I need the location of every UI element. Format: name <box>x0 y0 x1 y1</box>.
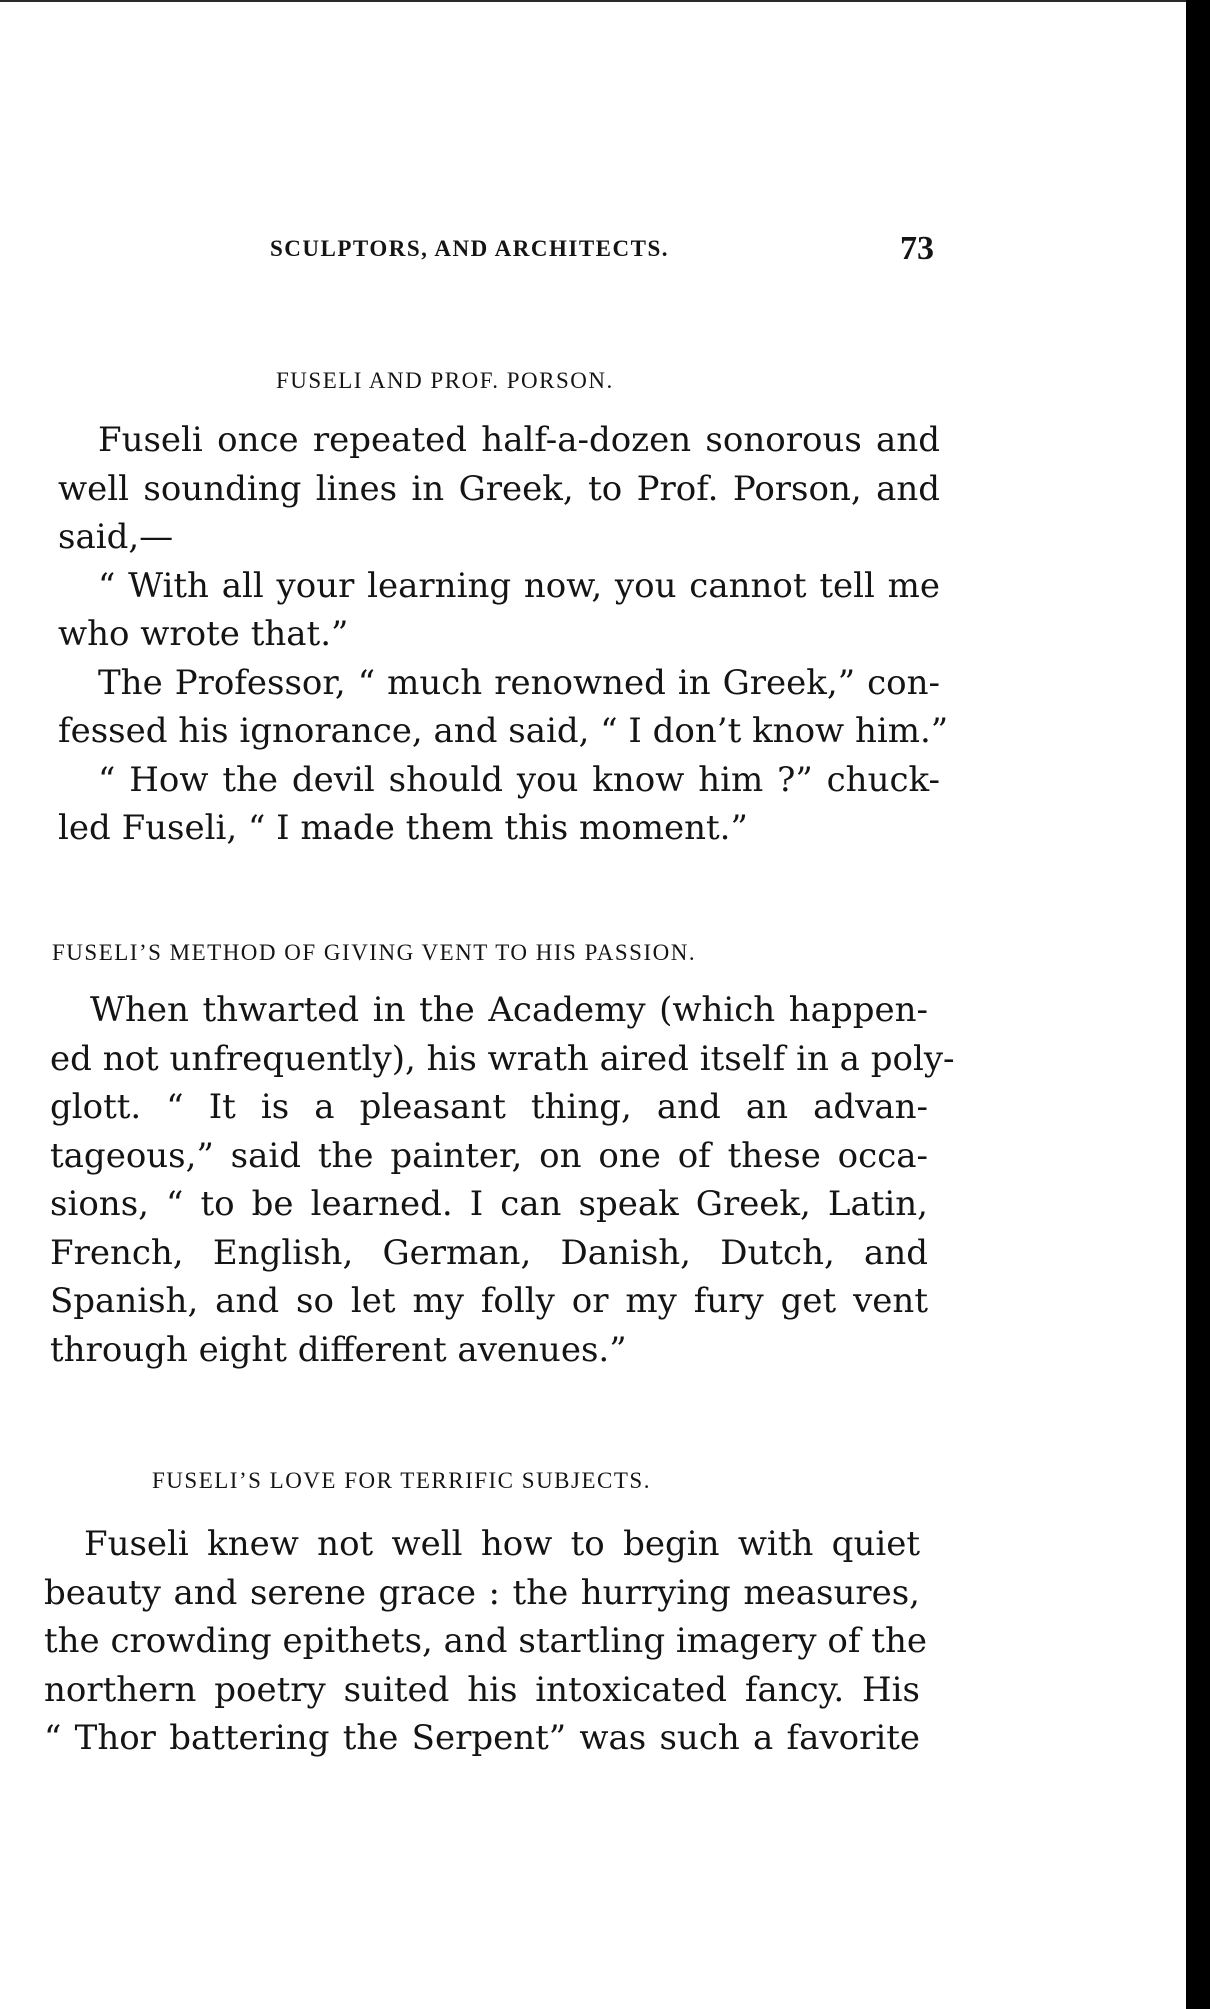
section-heading-passion: FUSELI’S METHOD OF GIVING VENT TO HIS PASSION. <box>52 940 697 965</box>
section-heading-porson: FUSELI AND PROF. PORSON. <box>276 368 614 393</box>
text-line: who wrote that.” <box>58 614 349 654</box>
text-line: said,— <box>58 517 174 557</box>
text-line: “ Thor battering the Serpent” was such a favorite <box>44 1718 920 1758</box>
page-top-edge <box>0 0 1210 2</box>
text-line: fessed his ignorance, and said, “ I don’t know him.” <box>58 711 949 751</box>
text-line: Spanish, and so let my folly or my fury get vent <box>50 1281 928 1321</box>
section-heading-terrific: FUSELI’S LOVE FOR TERRIFIC SUBJECTS. <box>152 1468 651 1493</box>
section-body-porson <box>58 416 949 853</box>
text-line: beauty and serene grace : the hurrying measures, <box>44 1572 920 1613</box>
text-line: through eight different avenues.” <box>50 1329 627 1370</box>
text-line: led Fuseli, “ I made them this moment.” <box>58 808 748 848</box>
text-line: sions, “ to be learned. I can speak Greek, Latin, <box>50 1184 928 1224</box>
running-head: SCULPTORS, AND ARCHITECTS. <box>270 236 670 261</box>
page-binding-shadow <box>1186 0 1210 2009</box>
section-body-terrific <box>44 1520 927 1763</box>
text-line: Fuseli once repeated half-a-dozen sonorous and <box>98 420 940 460</box>
text-line: When thwarted in the Academy (which happen- <box>90 990 928 1030</box>
text-line: The Professor, “ much renowned in Greek,” con- <box>98 662 940 703</box>
text-line: well sounding lines in Greek, to Prof. Porson, and <box>58 468 940 509</box>
text-line: “ With all your learning now, you cannot tell me <box>98 565 940 606</box>
text-line: the crowding epithets, and startling imagery of the <box>44 1621 927 1661</box>
section-body-passion <box>50 986 955 1374</box>
text-line: “ How the devil should you know him ?” chuck- <box>98 759 940 800</box>
page-number: 73 <box>900 230 934 267</box>
text-line: ed not unfrequently), his wrath aired itself in a poly- <box>50 1038 955 1079</box>
text-line: French, English, German, Danish, Dutch, and <box>50 1232 928 1273</box>
text-line: Fuseli knew not well how to begin with quiet <box>84 1524 920 1564</box>
text-line: northern poetry suited his intoxicated fancy. His <box>44 1669 920 1710</box>
text-line: glott. “ It is a pleasant thing, and an advan- <box>50 1087 928 1127</box>
text-line: tageous,” said the painter, on one of these occa- <box>50 1135 928 1176</box>
